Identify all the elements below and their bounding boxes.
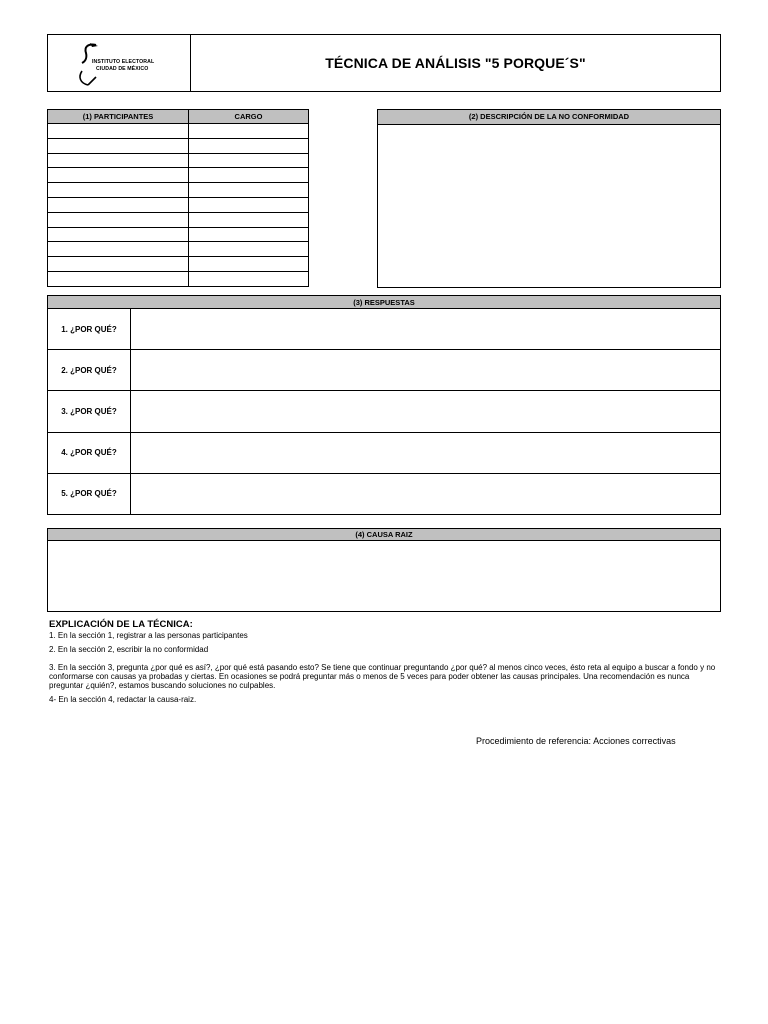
participant-cargo-cell[interactable] — [189, 138, 309, 153]
participant-row — [48, 271, 309, 286]
participant-row — [48, 183, 309, 198]
cargo-header: CARGO — [189, 110, 309, 124]
reference-procedure: Procedimiento de referencia: Acciones correctivas — [476, 736, 676, 746]
participant-row — [48, 197, 309, 212]
description-header: (2) DESCRIPCIÓN DE LA NO CONFORMIDAD — [378, 110, 720, 125]
institute-logo-icon — [78, 41, 98, 89]
participant-cargo-cell[interactable] — [189, 168, 309, 183]
response-row — [48, 350, 721, 391]
explanation-item-4: 4- En la sección 4, redactar la causa-raiz. — [49, 695, 197, 704]
participant-row — [48, 242, 309, 257]
why-answer-cell[interactable] — [131, 391, 721, 432]
participant-cargo-cell[interactable] — [189, 271, 309, 286]
why-answer-cell[interactable] — [131, 473, 721, 514]
participant-cargo-cell[interactable] — [189, 257, 309, 272]
document-title: TÉCNICA DE ANÁLISIS "5 PORQUE´S" — [325, 55, 586, 71]
logo-cell — [48, 35, 191, 91]
participant-name-cell[interactable] — [48, 197, 189, 212]
participant-name-cell[interactable] — [48, 257, 189, 272]
root-cause-field[interactable] — [48, 541, 720, 611]
root-cause-header: (4) CAUSA RAIZ — [48, 529, 720, 541]
participants-table — [47, 109, 309, 287]
description-section — [377, 109, 721, 288]
participant-row — [48, 168, 309, 183]
participant-name-cell[interactable] — [48, 212, 189, 227]
participant-name-cell[interactable] — [48, 271, 189, 286]
explanation-item-3: 3. En la sección 3, pregunta ¿por qué es así?, ¿por qué está pasando esto? Se tiene que continuar preguntando ¿por qué? al menos cinco veces, ésto reta al equipo a buscar a fondo y no conformarse con causas ya probadas y ciertas. En ocasiones se podrá preguntar más o menos de 5 veces para poder obtener las causas principales. Una recomendación es nunca preguntar ¿quién?, estamos buscando soluciones no culpables. — [49, 663, 716, 690]
participant-cargo-cell[interactable] — [189, 227, 309, 242]
participant-cargo-cell[interactable] — [189, 197, 309, 212]
participant-name-cell[interactable] — [48, 124, 189, 139]
participant-row — [48, 227, 309, 242]
participants-header: (1) PARTICIPANTES — [48, 110, 189, 124]
explanation-item-1: 1. En la sección 1, registrar a las personas participantes — [49, 631, 248, 640]
why-question-label: 3. ¿POR QUÉ? — [48, 391, 131, 432]
form-header — [47, 34, 721, 92]
explanation-title: EXPLICACIÓN DE LA TÉCNICA: — [49, 619, 193, 630]
participant-name-cell[interactable] — [48, 138, 189, 153]
participant-cargo-cell[interactable] — [189, 153, 309, 168]
responses-table — [47, 295, 721, 515]
response-row — [48, 391, 721, 432]
response-row — [48, 309, 721, 350]
response-row — [48, 432, 721, 473]
participant-name-cell[interactable] — [48, 183, 189, 198]
why-answer-cell[interactable] — [131, 350, 721, 391]
participant-cargo-cell[interactable] — [189, 183, 309, 198]
why-answer-cell[interactable] — [131, 432, 721, 473]
logo-text-line1: INSTITUTO ELECTORAL — [92, 59, 155, 65]
responses-header: (3) RESPUESTAS — [48, 296, 721, 309]
root-cause-section — [47, 528, 721, 612]
response-row — [48, 473, 721, 514]
explanation-item-2: 2. En la sección 2, escribir la no conformidad — [49, 645, 209, 654]
why-question-label: 1. ¿POR QUÉ? — [48, 309, 131, 350]
why-question-label: 5. ¿POR QUÉ? — [48, 473, 131, 514]
why-answer-cell[interactable] — [131, 309, 721, 350]
description-field[interactable] — [378, 125, 720, 288]
why-question-label: 2. ¿POR QUÉ? — [48, 350, 131, 391]
participant-name-cell[interactable] — [48, 153, 189, 168]
participant-cargo-cell[interactable] — [189, 212, 309, 227]
participant-row — [48, 138, 309, 153]
participant-row — [48, 212, 309, 227]
participant-name-cell[interactable] — [48, 242, 189, 257]
participant-row — [48, 153, 309, 168]
participant-row — [48, 124, 309, 139]
logo-text-line2: CIUDAD DE MÉXICO — [96, 66, 149, 72]
why-question-label: 4. ¿POR QUÉ? — [48, 432, 131, 473]
explanation-section — [49, 620, 719, 709]
participant-row — [48, 257, 309, 272]
participant-name-cell[interactable] — [48, 168, 189, 183]
participant-cargo-cell[interactable] — [189, 242, 309, 257]
title-cell — [191, 35, 720, 91]
participant-cargo-cell[interactable] — [189, 124, 309, 139]
participant-name-cell[interactable] — [48, 227, 189, 242]
